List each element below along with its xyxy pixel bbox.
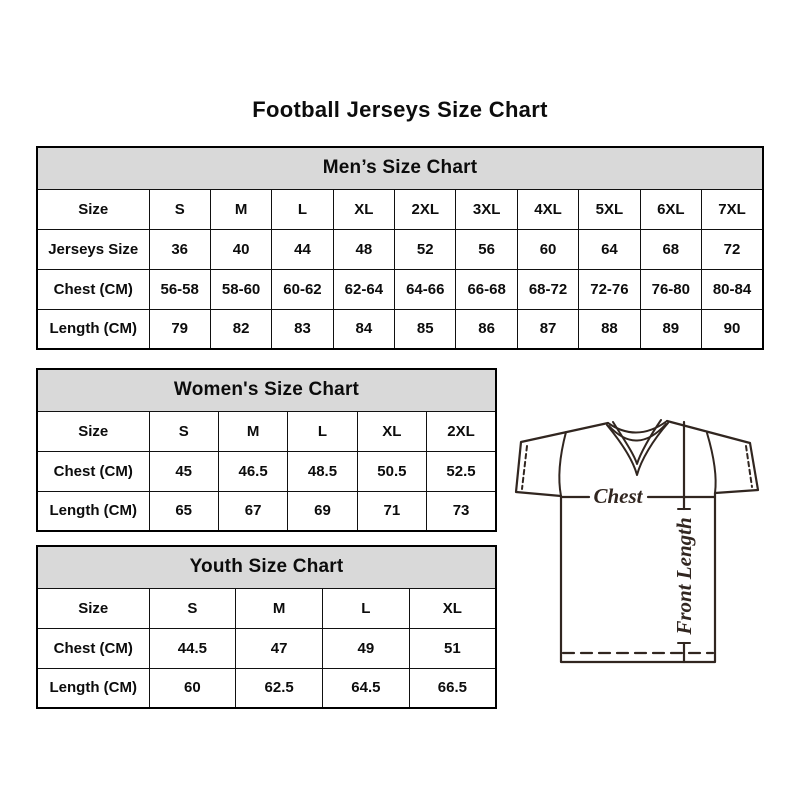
table-cell: 84 <box>333 309 394 349</box>
table-cell: 50.5 <box>357 451 426 491</box>
table-row <box>37 628 496 668</box>
table-cell: 71 <box>357 491 426 531</box>
table-cell: L <box>272 189 333 229</box>
table-cell: 36 <box>149 229 210 269</box>
left-sleeve-hem-dashed-line <box>522 446 527 489</box>
table-cell: XL <box>357 411 426 451</box>
table-cell: XL <box>333 189 394 229</box>
table-row <box>37 309 763 349</box>
table-cell: 60 <box>517 229 578 269</box>
table-cell: 79 <box>149 309 210 349</box>
table-cell: 4XL <box>517 189 578 229</box>
table-cell: 52 <box>395 229 456 269</box>
table-cell: 62-64 <box>333 269 394 309</box>
table-cell: 7XL <box>702 189 763 229</box>
row-header-cell: Length (CM) <box>37 668 149 708</box>
table-row <box>37 588 496 628</box>
table-cell: 6XL <box>640 189 701 229</box>
table-cell: 67 <box>218 491 287 531</box>
table-cell: 48 <box>333 229 394 269</box>
table-row <box>37 491 496 531</box>
mens-table-title: Men’s Size Chart <box>37 147 763 189</box>
table-cell: 86 <box>456 309 517 349</box>
row-header-cell: Size <box>37 189 149 229</box>
table-row <box>37 411 496 451</box>
table-cell: 52.5 <box>427 451 496 491</box>
youth-table-title: Youth Size Chart <box>37 546 496 588</box>
womens-size-table <box>36 368 497 532</box>
jersey-diagram-svg <box>503 412 775 668</box>
table-cell: 64-66 <box>395 269 456 309</box>
table-cell: 87 <box>517 309 578 349</box>
table-cell: 68-72 <box>517 269 578 309</box>
table-cell: 5XL <box>579 189 640 229</box>
table-cell: 40 <box>210 229 271 269</box>
table-title-row <box>37 369 496 411</box>
page-title: Football Jerseys Size Chart <box>252 97 548 122</box>
table-cell: XL <box>409 588 496 628</box>
table-cell: 64.5 <box>323 668 410 708</box>
table-cell: 46.5 <box>218 451 287 491</box>
table-row <box>37 189 763 229</box>
table-cell: 72-76 <box>579 269 640 309</box>
table-cell: L <box>288 411 357 451</box>
table-cell: 62.5 <box>236 668 323 708</box>
youth-size-table <box>36 545 497 709</box>
table-cell: 69 <box>288 491 357 531</box>
youth-size-chart-section <box>36 545 497 709</box>
table-row <box>37 269 763 309</box>
front-length-label: Front Length <box>672 517 696 635</box>
table-cell: 90 <box>702 309 763 349</box>
table-row <box>37 451 496 491</box>
table-title-row <box>37 546 496 588</box>
row-header-cell: Chest (CM) <box>37 628 149 668</box>
row-header-cell: Jerseys Size <box>37 229 149 269</box>
table-cell: M <box>218 411 287 451</box>
mens-size-chart-section <box>36 146 764 350</box>
table-cell: 58-60 <box>210 269 271 309</box>
table-row <box>37 668 496 708</box>
table-cell: 83 <box>272 309 333 349</box>
table-cell: 76-80 <box>640 269 701 309</box>
row-header-cell: Length (CM) <box>37 491 149 531</box>
table-cell: S <box>149 411 218 451</box>
table-cell: 56-58 <box>149 269 210 309</box>
table-cell: 48.5 <box>288 451 357 491</box>
table-cell: S <box>149 588 236 628</box>
table-cell: 82 <box>210 309 271 349</box>
row-header-cell: Size <box>37 411 149 451</box>
youth-table-body <box>37 588 496 708</box>
table-cell: 51 <box>409 628 496 668</box>
table-cell: 72 <box>702 229 763 269</box>
table-cell: 2XL <box>427 411 496 451</box>
table-row <box>37 229 763 269</box>
table-cell: 66.5 <box>409 668 496 708</box>
jersey-measurement-diagram <box>503 412 775 668</box>
table-cell: 73 <box>427 491 496 531</box>
table-cell: 56 <box>456 229 517 269</box>
table-cell: 3XL <box>456 189 517 229</box>
table-cell: 2XL <box>395 189 456 229</box>
row-header-cell: Length (CM) <box>37 309 149 349</box>
table-cell: 44 <box>272 229 333 269</box>
table-cell: 65 <box>149 491 218 531</box>
table-cell: 60 <box>149 668 236 708</box>
right-armhole-seam <box>707 433 716 493</box>
table-cell: M <box>236 588 323 628</box>
row-header-cell: Chest (CM) <box>37 269 149 309</box>
table-cell: 64 <box>579 229 640 269</box>
womens-table-title: Women's Size Chart <box>37 369 496 411</box>
table-cell: 68 <box>640 229 701 269</box>
row-header-cell: Chest (CM) <box>37 451 149 491</box>
table-cell: 88 <box>579 309 640 349</box>
table-cell: 49 <box>323 628 410 668</box>
table-cell: L <box>323 588 410 628</box>
table-cell: 45 <box>149 451 218 491</box>
table-cell: 89 <box>640 309 701 349</box>
womens-size-chart-section <box>36 368 497 532</box>
table-cell: 80-84 <box>702 269 763 309</box>
table-cell: 44.5 <box>149 628 236 668</box>
table-title-row <box>37 147 763 189</box>
table-cell: 85 <box>395 309 456 349</box>
mens-size-table <box>36 146 764 350</box>
table-cell: M <box>210 189 271 229</box>
left-armhole-seam <box>559 432 566 496</box>
row-header-cell: Size <box>37 588 149 628</box>
chest-label: Chest <box>593 484 643 508</box>
table-cell: 47 <box>236 628 323 668</box>
table-cell: 66-68 <box>456 269 517 309</box>
table-cell: S <box>149 189 210 229</box>
womens-table-body <box>37 411 496 531</box>
mens-table-body <box>37 189 763 349</box>
table-cell: 60-62 <box>272 269 333 309</box>
